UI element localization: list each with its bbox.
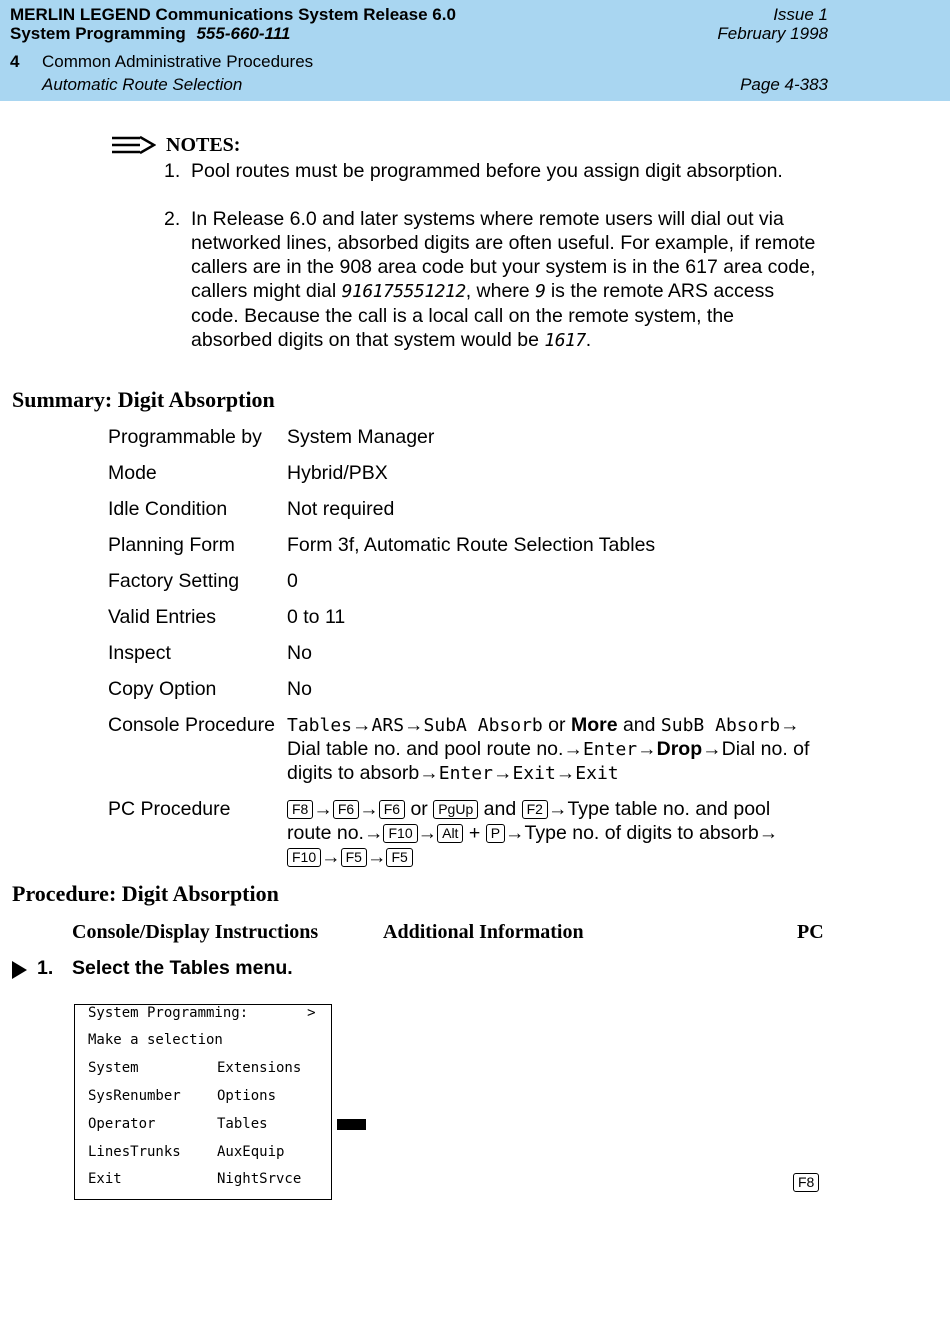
- note-2-line-6b: .: [585, 329, 592, 351]
- arrow: →: [702, 738, 722, 760]
- dial-string: 916175551212: [341, 281, 466, 302]
- and-text: and: [617, 714, 661, 736]
- pc-key-cell: [793, 1173, 819, 1193]
- selection-indicator: [337, 1119, 366, 1130]
- note-1-number: 1.: [164, 160, 181, 182]
- step-instruction: Select the Tables menu.: [72, 957, 293, 979]
- cmd-tables: Tables: [287, 715, 353, 736]
- cmd-drop: Drop: [656, 738, 703, 760]
- arrow: →: [758, 822, 779, 844]
- summary-value-planning-form: Form 3f, Automatic Route Selection Tables: [287, 534, 656, 556]
- screen-option-operator[interactable]: Operator: [88, 1116, 156, 1132]
- note-2-line-4: [191, 279, 815, 304]
- screen-option-system[interactable]: System: [88, 1060, 139, 1076]
- console-procedure-line-1: [287, 713, 800, 738]
- note-2-line-2: networked lines, absorbed digits are often useful. For example, if remote: [191, 232, 816, 254]
- screen-title: System Programming: >: [88, 1005, 316, 1021]
- arrow: →: [404, 714, 424, 736]
- summary-label-factory-setting: Factory Setting: [108, 570, 240, 592]
- note-1-line: Pool routes must be programmed before you assign digit absorption.: [191, 160, 783, 182]
- screen-option-tables[interactable]: Tables: [217, 1116, 268, 1132]
- screen-option-sysrenumber[interactable]: SysRenumber: [88, 1088, 181, 1104]
- issue-date: February 1998: [717, 24, 828, 43]
- cmd-enter-2: Enter: [438, 763, 493, 784]
- page-number: Page 4-383: [740, 75, 828, 94]
- type-digits-text: Type no. of digits to absorb: [524, 822, 759, 844]
- cmd-exit-1: Exit: [512, 763, 556, 784]
- pc-procedure-line-1: [287, 797, 770, 821]
- step-number: 1.: [37, 957, 54, 979]
- summary-label-idle-condition: Idle Condition: [108, 498, 228, 520]
- note-2-line-3: callers are in the 908 area code but your system is in the 617 area code,: [191, 256, 816, 278]
- summary-label-inspect: Inspect: [108, 642, 171, 664]
- key-pgup: PgUp: [433, 800, 478, 819]
- procedure-title: Procedure: Digit Absorption: [12, 881, 279, 906]
- doc-subtitle-text: System Programming: [10, 24, 186, 43]
- route-no-text: route no.: [287, 822, 364, 844]
- arrow: →: [313, 798, 333, 820]
- pc-procedure-line-2: [287, 821, 778, 845]
- arrow: →: [780, 714, 800, 736]
- cmd-exit-2: Exit: [575, 763, 619, 784]
- cmd-ars: ARS: [371, 715, 405, 736]
- cmd-enter: Enter: [582, 739, 638, 760]
- summary-title: Summary: Digit Absorption: [12, 387, 275, 412]
- note-2-line-4c: is the remote ARS access: [545, 280, 775, 302]
- arrow: →: [492, 762, 513, 784]
- section-title: Automatic Route Selection: [42, 75, 243, 94]
- pc-procedure-label: PC Procedure: [108, 798, 231, 820]
- arrow: →: [419, 762, 439, 784]
- key-f10: F10: [287, 848, 321, 867]
- console-procedure-line-2: [287, 737, 809, 762]
- key-f8: F8: [287, 800, 313, 819]
- key-p: P: [486, 824, 505, 843]
- or-text: or: [542, 714, 571, 736]
- summary-label-mode: Mode: [108, 462, 157, 484]
- doc-subtitle: [10, 24, 290, 44]
- arrow: →: [417, 822, 438, 844]
- console-display-screen: [74, 1004, 332, 1200]
- chapter-number: 4: [10, 52, 20, 71]
- console-procedure-line-3: [287, 761, 619, 786]
- page-header: [0, 0, 950, 101]
- summary-value-copy-option: No: [287, 678, 312, 700]
- note-2-line-5: code. Because the call is a local call on the remote system, the: [191, 305, 735, 327]
- dial-no-of-text: Dial no. of: [721, 738, 810, 760]
- key-f5: F5: [386, 848, 412, 867]
- notes-title: NOTES:: [166, 134, 241, 156]
- cmd-more: More: [570, 714, 618, 736]
- arrow: →: [555, 762, 576, 784]
- ars-access-code: 9: [535, 281, 546, 302]
- arrow: →: [352, 714, 372, 736]
- console-procedure-label: Console Procedure: [108, 714, 275, 736]
- summary-label-copy-option: Copy Option: [108, 678, 217, 700]
- screen-prompt: Make a selection: [88, 1032, 223, 1048]
- summary-value-valid-entries: 0 to 11: [287, 606, 346, 628]
- pc-key-f8: F8: [793, 1173, 819, 1192]
- arrow: →: [359, 798, 379, 820]
- summary-label-planning-form: Planning Form: [108, 534, 235, 556]
- or-text: or: [405, 798, 434, 820]
- note-2-line-4b: , where: [465, 280, 536, 302]
- doc-title: MERLIN LEGEND Communications System Release 6.0: [10, 5, 456, 24]
- screen-title-line: [88, 1005, 316, 1021]
- note-2-line-6a: absorbed digits on that system would be: [191, 329, 545, 351]
- screen-option-linestrunks[interactable]: LinesTrunks: [88, 1144, 181, 1160]
- note-2-number: 2.: [164, 208, 181, 230]
- arrow: →: [547, 798, 568, 820]
- step-pointer-icon: [12, 961, 27, 979]
- key-f6: F6: [379, 800, 405, 819]
- screen-option-options[interactable]: Options: [217, 1088, 277, 1104]
- note-2-text: [191, 207, 815, 353]
- plus-text: +: [463, 822, 486, 844]
- note-2-line-4a: callers might dial: [191, 280, 342, 302]
- issue: Issue 1: [773, 5, 828, 24]
- summary-label-programmable-by: Programmable by: [108, 426, 262, 448]
- arrow: →: [563, 738, 583, 760]
- dial-table-text: Dial table no. and pool route no.: [287, 738, 564, 760]
- arrow: →: [363, 822, 384, 844]
- chapter-title: Common Administrative Procedures: [42, 52, 314, 71]
- arrow: →: [321, 846, 341, 868]
- cmd-subb-absorb: SubB Absorb: [660, 715, 781, 736]
- key-f6: F6: [333, 800, 359, 819]
- summary-value-idle-condition: Not required: [287, 498, 395, 520]
- cmd-suba-absorb: SubA Absorb: [423, 715, 543, 736]
- key-f5: F5: [341, 848, 367, 867]
- summary-label-valid-entries: Valid Entries: [108, 606, 217, 628]
- arrow: →: [505, 822, 525, 844]
- screen-option-exit[interactable]: Exit: [88, 1171, 122, 1187]
- column-header-console: Console/Display Instructions: [72, 921, 319, 943]
- column-header-pc: PC: [797, 921, 824, 943]
- note-1-text: [191, 159, 783, 183]
- key-f2: F2: [522, 800, 548, 819]
- type-table-text: Type table no. and pool: [567, 798, 771, 820]
- and-text: and: [478, 798, 522, 820]
- digits-to-absorb-text: digits to absorb: [287, 762, 420, 784]
- note-2-line-1: In Release 6.0 and later systems where remote users will dial out via: [191, 208, 784, 230]
- arrow: →: [366, 846, 387, 868]
- summary-value-factory-setting: 0: [287, 570, 298, 592]
- key-alt: Alt: [437, 824, 463, 843]
- note-2-line-6: [191, 328, 815, 353]
- summary-value-inspect: No: [287, 642, 312, 664]
- absorbed-digits: 1617: [544, 330, 586, 351]
- screen-option-nightsrvce[interactable]: NightSrvce: [217, 1171, 302, 1187]
- pc-procedure-line-3: [287, 845, 413, 869]
- summary-value-mode: Hybrid/PBX: [287, 462, 388, 484]
- notes-pencil-icon: [110, 134, 156, 156]
- key-f10: F10: [383, 824, 417, 843]
- doc-number: 555-660-111: [196, 24, 291, 43]
- summary-value-programmable-by: System Manager: [287, 426, 435, 448]
- screen-option-auxequip[interactable]: AuxEquip: [217, 1144, 285, 1160]
- arrow: →: [637, 738, 657, 760]
- column-header-info: Additional Information: [383, 921, 584, 943]
- screen-option-extensions[interactable]: Extensions: [217, 1060, 302, 1076]
